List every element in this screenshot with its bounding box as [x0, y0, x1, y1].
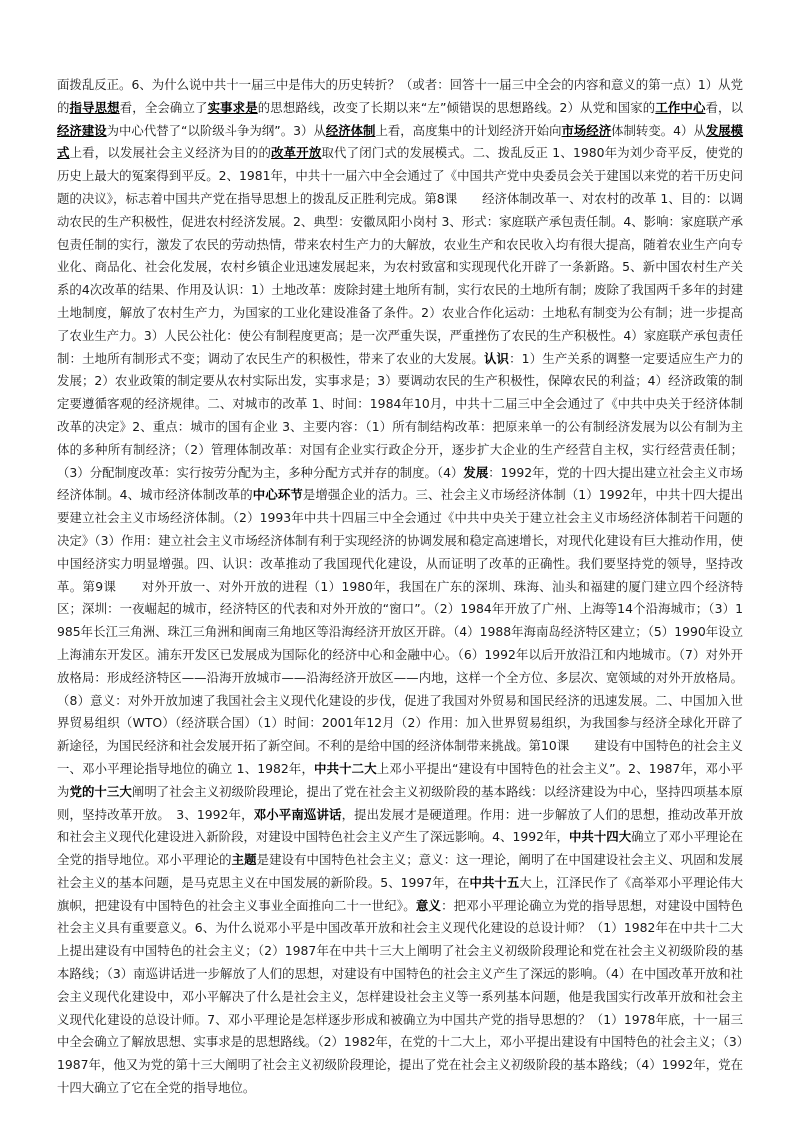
text-segment: 看，全会确立了	[119, 99, 208, 115]
text-segment: ，提出发展才是硬道理。作用：进一步解放了人们的思想，推动改革开放和社会主义现代化建设进入新阶段，对建设中国特色社会主义产生了深远影响。4、1992年，	[57, 806, 744, 845]
text-segment: 上看，高度集中的计划经济开始向	[375, 122, 562, 138]
text-segment: 上邓小平提出“建设有中国特色的社会主义”。2、1987年，邓小平为	[57, 760, 744, 799]
emphasized-term: 邓小平南巡讲话	[253, 806, 342, 822]
emphasized-term: 中共十四大	[568, 829, 632, 845]
emphasized-term: 党的十三大	[69, 783, 132, 799]
emphasized-term: 发展	[463, 464, 489, 480]
emphasized-term: 主题	[231, 852, 257, 868]
text-segment: 看，以	[705, 99, 743, 115]
text-segment: 确立了邓小平理论在全党的指导地位。邓小平理论的	[57, 829, 744, 868]
emphasized-term: 中共十五	[469, 874, 520, 890]
emphasized-term: 指导思想	[69, 99, 120, 115]
text-segment: ：把邓小平理论确立为党的指导思想，对建设中国特色社会主义具有重要意义。6、为什么说邓小平是中国改革开放和社会主义现代化建设的总设计师？（1）1982年在中共十二大上提出建设有中国特色的社会主义；（2）1987年在中共十三大上阐明了社会主义初级阶段理论和党在社会主义初级阶段的基本路线；（3）南巡讲话进一步解放了人们的思想，对建设有中国特色的社会主义产生了深远的影响。（4）在中国改革开放和社会主义现代化建设中，邓小平解决了什么是社会主义，怎样建设社会主义等一系列基本问题，他是我国实行改革开放和社会主义现代化建设的总设计师。7、邓小平理论是怎样逐步形成和被确立为中国共产党的指导思想的？（1）1978年底，十一届三中全会确立了解放思想、实事求是的思想路线。（2）1982年，在党的十二大上，邓小平提出建设有中国特色的社会主义；（3）1987年，他又为党的第十三大阐明了社会主义初级阶段理论，提出了党在社会主义初级阶段的基本路线；（4）1992年，党在十四大确立了它在全党的指导地位。	[57, 897, 744, 1096]
emphasized-term: 发展模式	[57, 122, 744, 161]
text-segment: 上看，以发展社会主义经济为目的的	[69, 145, 272, 161]
body-text	[57, 74, 743, 1100]
emphasized-term: 实事求是	[207, 99, 258, 115]
text-segment: 大上，江泽民作了《高举邓小平理论伟大旗帜，把建设有中国特色的社会主义事业全面推向二十一世纪》。	[57, 874, 744, 913]
text-segment: 面拨乱反正。6、为什么说中共十一届三中是伟大的历史转折？（或者：回答十一届三中全会的内容和意义的第一点）1）从党的	[57, 77, 743, 115]
emphasized-term: 中心环节	[252, 487, 303, 503]
text-segment: 是增强企业的活力。三、社会主义市场经济体制（1）1992年，中共十四大提出要建立社会主义市场经济体制。（2）1993年中共十四届三中全会通过《中共中央关于建立社会主义市场经济体制若干问题的决定》（3）作用：建立社会主义市场经济体制有利于实现经济的协调发展和稳定高速增长，对现代化建设有巨大推动作用，使中国经济实力明显增强。四、认识：改革推动了我国现代化建设，从而证明了改革的正确性。我们要坚持党的领导，坚持改革。第9课 对外开放一、对外开放的进程（1）1980年，我国在广东的深圳、珠海、汕头和福建的厦门建立四个经济特区；深圳：一夜崛起的城市，经济特区的代表和对外开放的“窗口”。（2）1984年开放了广州、上海等14个沿海城市；（3）1985年长江三角洲、珠江三角洲和闽南三角地区等沿海经济开放区开辟。（4）1988年海南岛经济特区建立；（5）1990年设立上海浦东开发区。浦东开发区已发展成为国际化的经济中心和金融中心。（6）1992年以后开放沿江和内地城市。（7）对外开放格局：形成经济特区——沿海开放城市——沿海经济开放区——内地，这样一个全方位、多层次、宽领域的对外开放格局。（8）意义：对外开放加速了我国社会主义现代化建设的步伐，促进了我国对外贸易和国民经济的迅速发展。二、中国加入世界贸易组织（WTO）（经济联合国）（1）时间：2001年12月（2）作用：加入世界贸易组织，为我国参与经济全球化开辟了新途径，为国民经济和社会发展开拓了新空间。不利的是给中国的经济体制带来挑战。第10课 建设有中国特色的社会主义一、邓小平理论指导地位的确立 1、1982年，	[57, 487, 744, 776]
text-segment: 的思想路线，改变了长期以来“左”倾错误的思想路线。2）从党和国家的	[257, 99, 656, 115]
emphasized-term: 市场经济	[561, 122, 612, 138]
text-segment: 取代了闭门式的发展模式。二、拨乱反正 1、1980年为刘少奇平反，使党的历史上最大的冤案得到平反。2、1981年，中共十一届六中全会通过了《中国共产党中央委员会关于建国以来党的若干历史问题的决议》，标志着中国共产党在指导思想上的拨乱反正胜利完成。第8课 经济体制改革一、对农村的改革 1、目的：以调动农民的生产积极性，促进农村经济发展。2、典型：安徽凤阳小岗村 3、形式：家庭联产承包责任制。4、影响：家庭联产承包责任制的实行，激发了农民的劳动热情，带来农村生产力的大解放，农业生产和农民收入均有很大提高，随着农业生产向专业化、商品化、社会化发展，农村乡镇企业迅速发展起来，为农村致富和实现现代化开辟了一条新路。5、新中国农村生产关系的4次改革的结果、作用及认识：1）土地改革：废除封建土地所有制，实行农民的土地所有制；废除了我国两千多年的封建土地制度，解放了农村生产力，为国家的工业化建设准备了条件。2）农业合作化运动：土地私有制变为公有制；进一步提高了农业生产力。3）人民公社化：使公有制程度更高；是一次严重失误，严重挫伤了农民的生产积极性。4）家庭联产承包责任制：土地所有制形式不变；调动了农民生产的积极性，带来了农业的大发展。	[57, 145, 744, 366]
emphasized-term: 经济体制	[325, 122, 376, 138]
emphasized-term: 改革开放	[271, 145, 322, 161]
text-segment: ：1992年，党的十四大提出建立社会主义市场经济体制。4、城市经济体制改革的	[57, 464, 743, 503]
emphasized-term: 意义	[415, 897, 442, 913]
text-segment: 体制转变。4）从	[611, 122, 706, 138]
text-segment: 为中心代替了“以阶级斗争为纲”。3）从	[106, 122, 326, 138]
text-segment: 是建设有中国特色社会主义；意义：这一理论，阐明了在中国建设社会主义、巩固和发展社会主义的基本问题，是马克思主义在中国发展的新阶段。5、1997年，在	[57, 852, 744, 890]
emphasized-term: 认识	[483, 350, 510, 366]
text-segment: ：1）生产关系的调整一定要适应生产力的发展；2）农业政策的制定要从农村实际出发，实事求是；3）要调动农民的生产积极性，保障农民的利益；4）经济政策的制定要遵循客观的经济规律。二、对城市的改革 1、时间：1984年10月，中共十二届三中全会通过了《中共中央关于经济体制改革的决定》2、重点：城市的国有企业 3、主要内容：（1）所有制结构改革：把原来单一的公有制经济发展为以公有制为主体的多种所有制经济；（2）管理体制改革：对国有企业实行政企分开，逐步扩大企业的生产经营自主权，实行经营责任制；（3）分配制度改革：实行按劳分配为主，多种分配方式并存的制度。（4）	[57, 350, 744, 480]
text-segment: 阐明了社会主义初级阶段理论，提出了党在社会主义初级阶段的基本路线：以经济建设为中心，坚持四项基本原则，坚持改革开放。 3、1992年，	[57, 783, 744, 822]
emphasized-term: 经济建设	[57, 122, 107, 138]
emphasized-term: 工作中心	[655, 99, 706, 115]
emphasized-term: 中共十二大	[314, 760, 377, 776]
